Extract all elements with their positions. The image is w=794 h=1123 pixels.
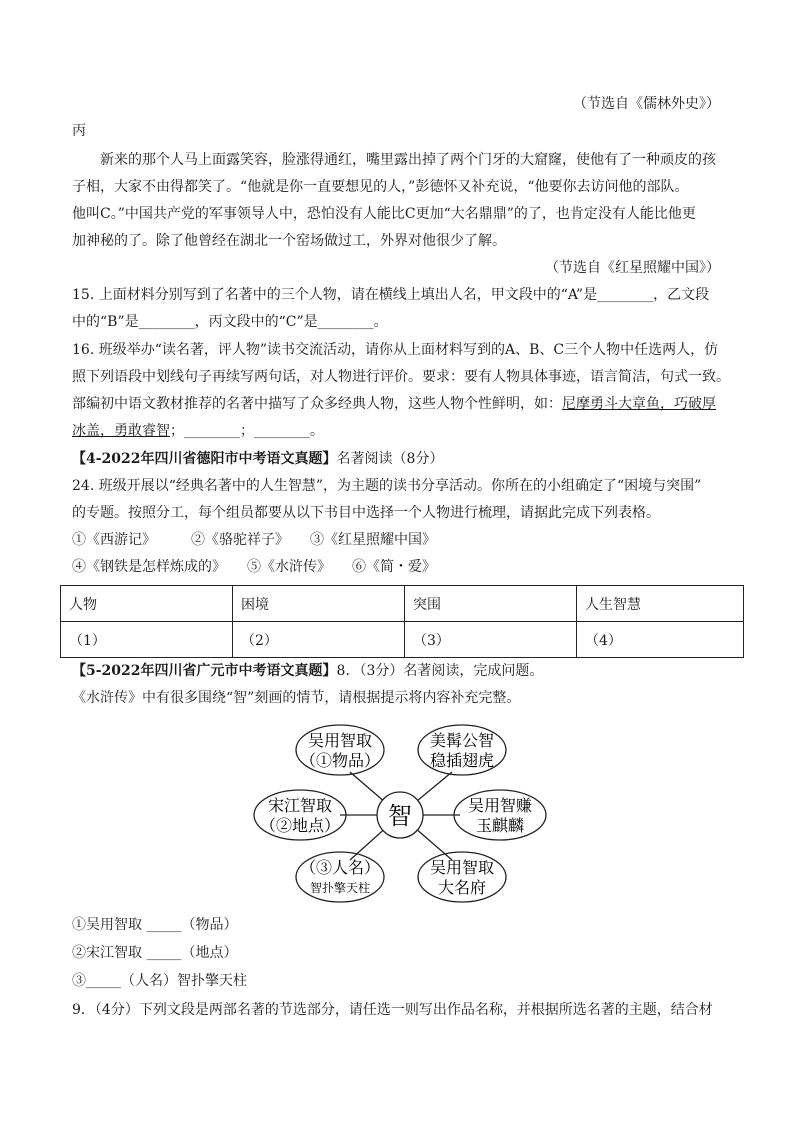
table-cell: （2）	[233, 622, 405, 658]
table-header-row	[61, 586, 744, 622]
section-4-title: 名著阅读（8分）	[336, 451, 444, 467]
question-24-line: 的专题。按照分工，每个组员都要从以下书目中选择一个人物进行梳理，请据此完成下列表格。	[72, 505, 660, 521]
book-list: ①《西游记》 ②《骆驼祥子》 ③《红星照耀中国》	[72, 532, 436, 548]
node-label: （①物品）	[299, 751, 381, 770]
section-4-heading	[72, 449, 722, 469]
question-16-line: 照下列语段中划线句子再续写两句话，对人物进行评价。要求：要有人物具体事迹，语言简洁，句式一致。	[72, 369, 730, 385]
question-15-line: 中的“B”是________，丙文段中的“C”是________。	[72, 314, 388, 330]
book-list: ④《钢铁是怎样炼成的》 ⑤《水浒传》 ⑥《简・爱》	[72, 559, 436, 575]
table-row	[61, 622, 744, 658]
table-cell: （3）	[405, 622, 577, 658]
table-cell: （1）	[61, 622, 233, 658]
table-header-cell: 人物	[61, 586, 233, 622]
underlined-example: 尼摩勇斗大章鱼，巧破厚	[562, 396, 716, 412]
question-16-line: 16. 班级举办“读名著，评人物”读书交流活动，请你从上面材料写到的A、B、C三个人物中任选两人，仿	[72, 342, 719, 358]
node-label: 玉麒麟	[475, 816, 525, 835]
section-5-tag: 【5-2022年四川省广元市中考语文真题】	[72, 663, 337, 679]
section-5-heading	[72, 661, 722, 681]
table-header-cell: 人生智慧	[577, 586, 744, 622]
question-16-line	[72, 421, 722, 441]
table-header-cell: 突围	[405, 586, 577, 622]
table-header-cell: 困境	[233, 586, 405, 622]
question-15-line: 15. 上面材料分别写到了名著中的三个人物，请在横线上填出人名，甲文段中的“A”是________，乙文段	[72, 287, 710, 303]
passage-label-bing: 丙	[72, 123, 86, 139]
section-4-tag: 【4-2022年四川省德阳市中考语文真题】	[72, 451, 337, 467]
center-label: 智	[388, 802, 412, 830]
node-label: （③人名）	[299, 858, 381, 877]
node-label: （②地点）	[259, 816, 341, 835]
node-label: 美髯公智	[429, 731, 495, 750]
underlined-example: 冰盖，勇敢睿智	[72, 423, 170, 439]
source-citation-red-star: （节选自《红星照耀中国》）	[545, 260, 720, 276]
question-16-line	[72, 394, 722, 414]
node-label: 吴用智取	[307, 731, 373, 750]
answer-blanks: ；________；________。	[170, 423, 324, 439]
example-text: 部编初中语文教材推荐的名著中描写了众多经典人物，这些人物个性鲜明，如：	[72, 396, 562, 412]
answer-line: ③_____（人名）智扑擎天柱	[72, 973, 247, 989]
passage-line: 他叫C。”中国共产党的军事领导人中，恐怕没有人能比C更加“大名鼎鼎”的了，也肯定没有人能比他更	[72, 206, 696, 222]
wisdom-diagram	[240, 720, 560, 920]
passage-line: 子相，大家不由得都笑了。“他就是你一直要想见的人，”彭德怀又补充说，“他要你去访问他的部队。	[72, 179, 689, 195]
passage-line: 新来的那个人马上面露笑容，脸涨得通红，嘴里露出掉了两个门牙的大窟窿，使他有了一种顽皮的孩	[100, 152, 716, 168]
node-label: 稳插翅虎	[429, 751, 495, 770]
table-cell: （4）	[577, 622, 744, 658]
answer-line: ①吴用智取 _____（物品）	[72, 917, 238, 933]
node-label: 吴用智赚	[467, 796, 533, 815]
passage-line: 加神秘的了。除了他曾经在湖北一个窑场做过工，外界对他很少了解。	[72, 233, 506, 249]
node-label: 宋江智取	[267, 796, 333, 815]
question-9-line: 9．（4分）下列文段是两部名著的节选部分，请任选一则写出作品名称，并根据所选名著的主题，结合材	[72, 1002, 713, 1018]
node-label: 大名府	[437, 878, 487, 897]
question-24-line: 24. 班级开展以“经典名著中的人生智慧”，为主题的读书分享活动。你所在的小组确定了“困境与突围”	[72, 478, 702, 494]
section-5-intro: 《水浒传》中有很多围绕“智”刻画的情节，请根据提示将内容补充完整。	[72, 690, 521, 706]
section-5-title: 8．（3分）名著阅读，完成问题。	[336, 663, 544, 679]
answer-line: ②宋江智取 _____（地点）	[72, 945, 238, 961]
node-label: 智扑擎天柱	[309, 881, 371, 895]
answer-table	[60, 585, 744, 658]
source-citation-rulin: （节选自《儒林外史》）	[573, 96, 720, 112]
node-label: 吴用智取	[429, 858, 495, 877]
